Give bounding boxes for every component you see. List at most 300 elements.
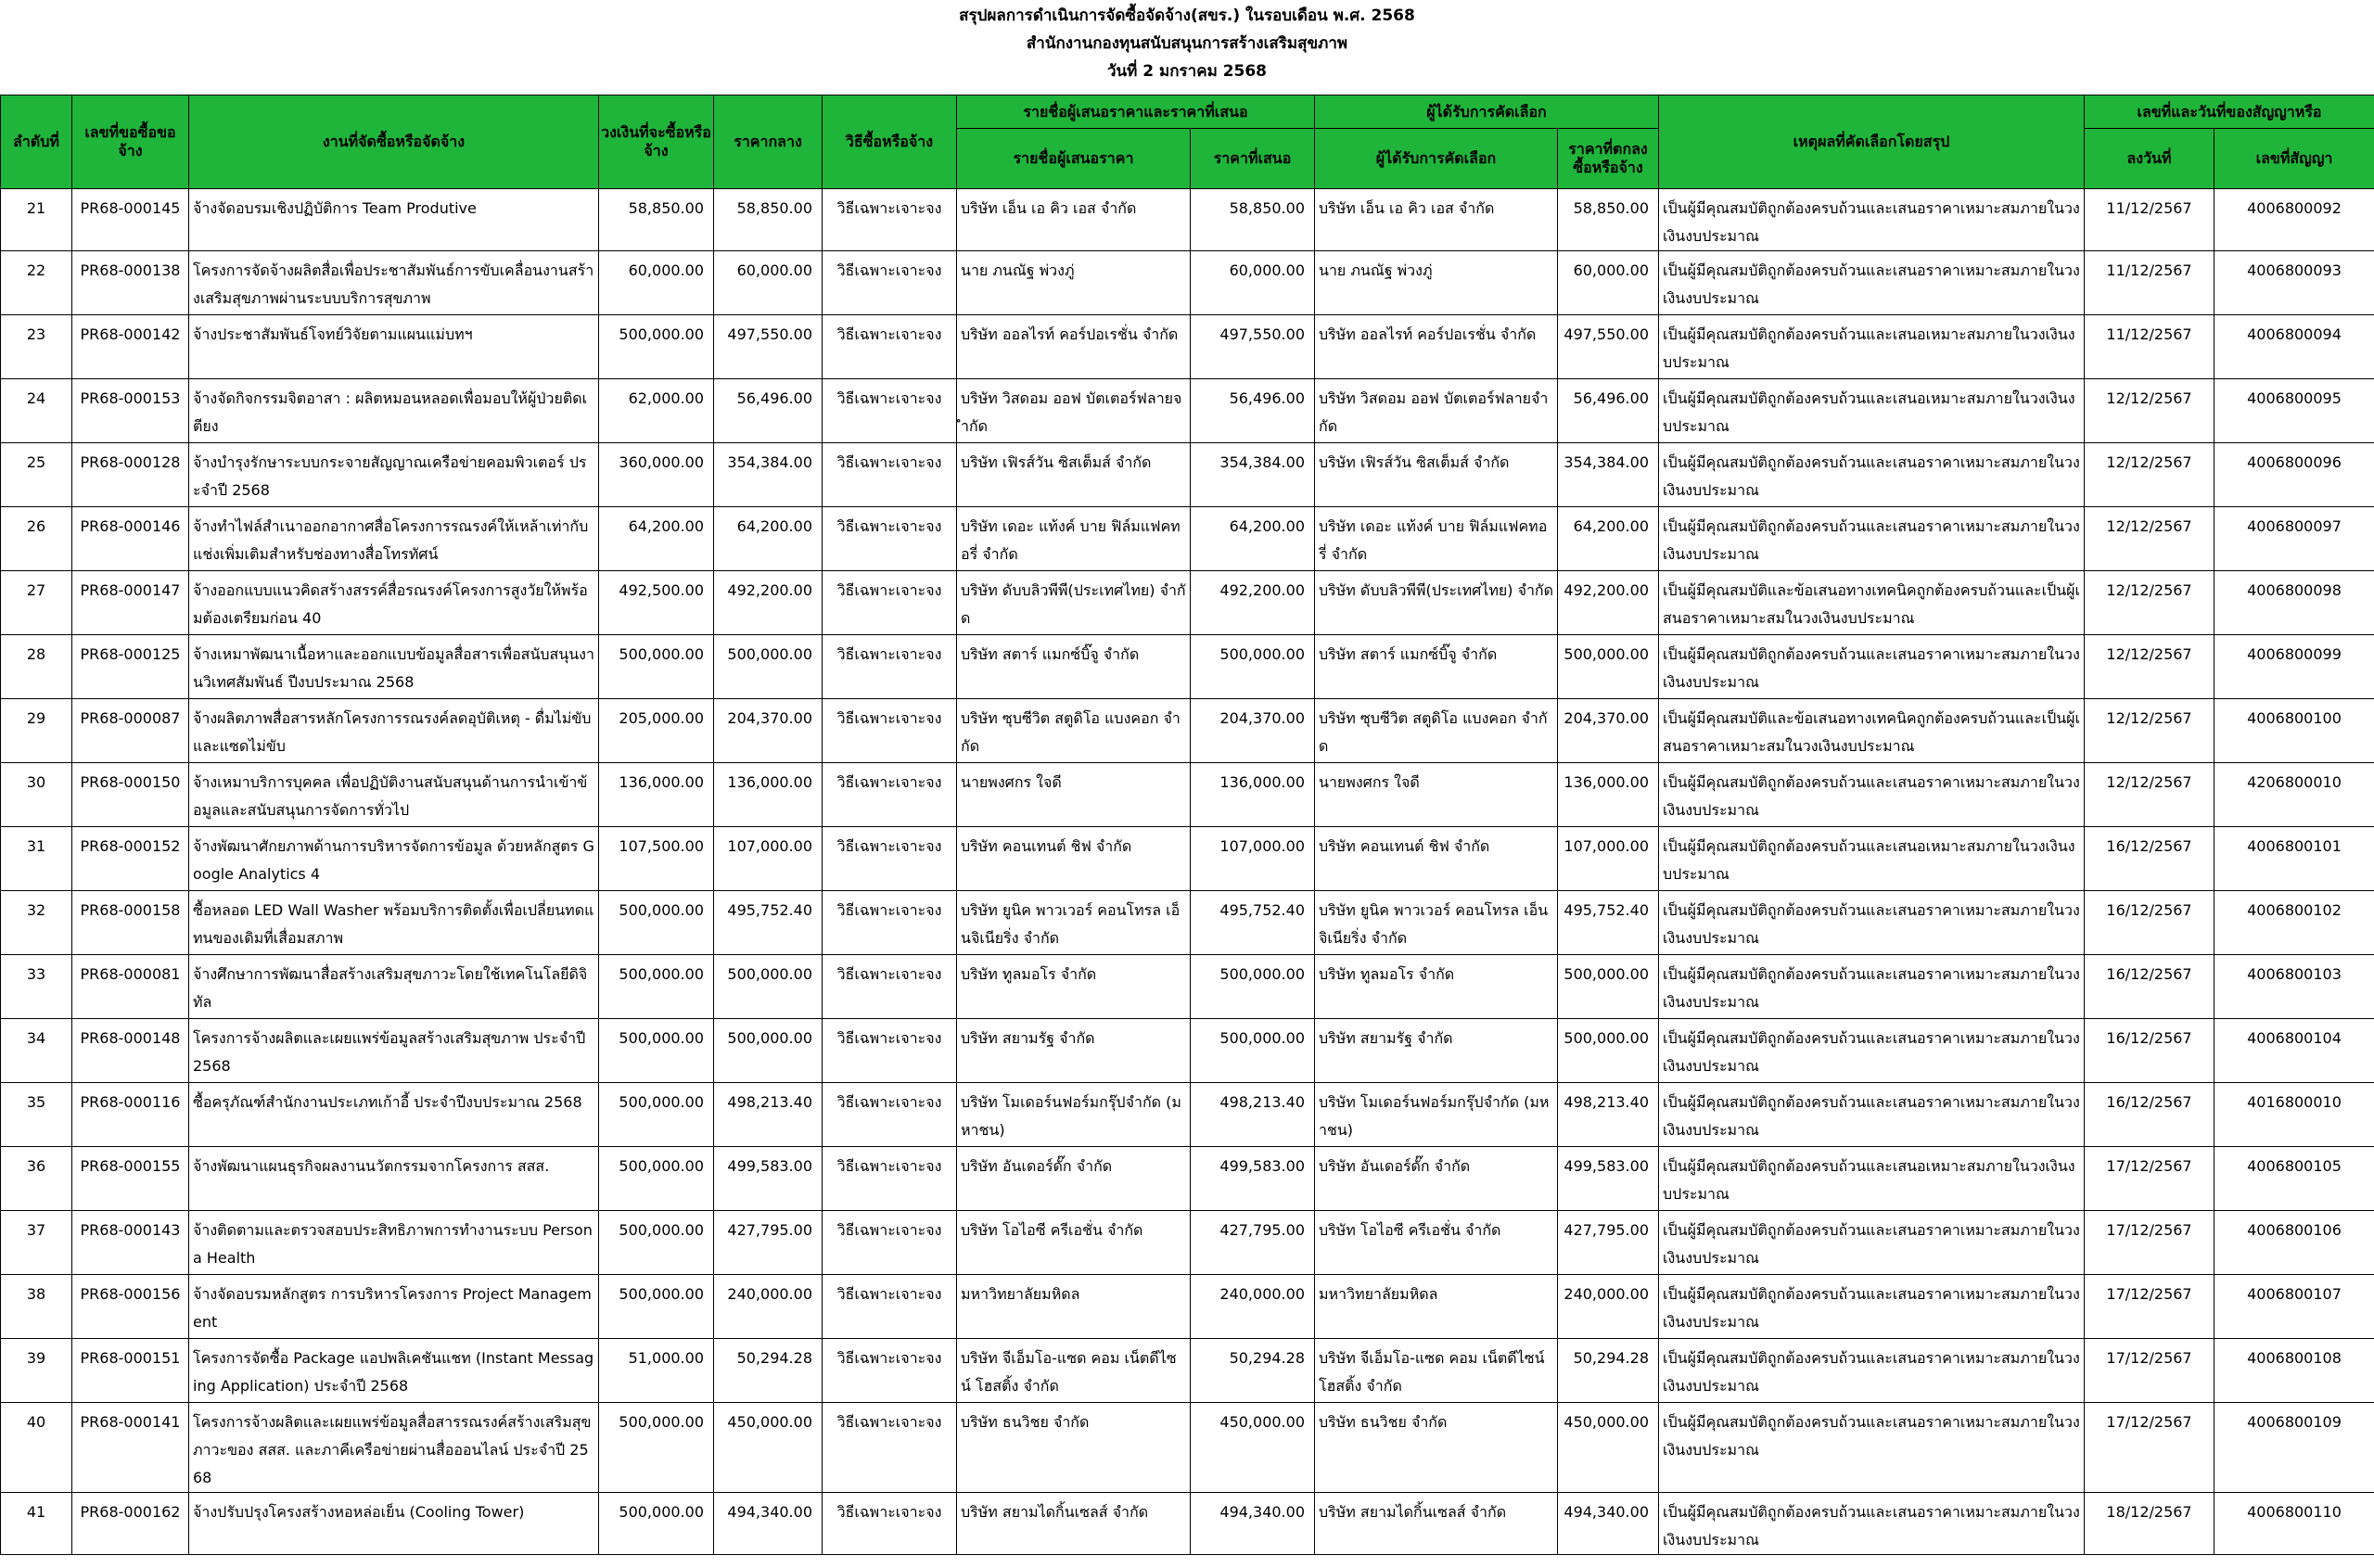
- cell-selected-name: บริษัท ยูนิค พาวเวอร์ คอนโทรล เอ็นจิเนียริ่ง จำกัด: [1315, 891, 1558, 955]
- cell-median-price: 498,213.40: [714, 1083, 823, 1147]
- table-row: [1, 379, 2374, 443]
- procurement-table: [0, 95, 2374, 1555]
- cell-reason: เป็นผู้มีคุณสมบัติถูกต้องครบถ้วนและเสนอราคาเหมาะสมภายในวงเงินงบประมาณ: [1659, 1403, 2085, 1493]
- cell-method: วิธีเฉพาะเจาะจง: [823, 571, 957, 635]
- cell-agreed-price: 60,000.00: [1558, 251, 1659, 315]
- cell-budget: 136,000.00: [599, 763, 714, 827]
- cell-budget: 500,000.00: [599, 1403, 714, 1493]
- cell-work: โครงการจัดซื้อ Package แอปพลิเคชันแชท (Instant Messaging Application) ประจำปี 2568: [189, 1339, 599, 1403]
- cell-budget: 64,200.00: [599, 507, 714, 571]
- cell-selected-name: บริษัท วิสดอม ออฟ บัตเตอร์ฟลายจำกัด: [1315, 379, 1558, 443]
- cell-work: จ้างจัดอบรมเชิงปฏิบัติการ Team Produtive: [189, 189, 599, 251]
- cell-method: วิธีเฉพาะเจาะจง: [823, 635, 957, 699]
- cell-method: วิธีเฉพาะเจาะจง: [823, 507, 957, 571]
- cell-selected-name: บริษัท เดอะ แท้งค์ บาย ฟิล์มแฟคทอรี่ จำกัด: [1315, 507, 1558, 571]
- cell-contract-date: 17/12/2567: [2085, 1339, 2214, 1403]
- cell-bidder-name: บริษัท คอนเทนต์ ชิฟ จำกัด: [957, 827, 1191, 891]
- table-row: [1, 507, 2374, 571]
- cell-no: 38: [1, 1275, 72, 1339]
- cell-median-price: 500,000.00: [714, 955, 823, 1019]
- cell-bidder-name: บริษัท สยามรัฐ จำกัด: [957, 1019, 1191, 1083]
- cell-median-price: 58,850.00: [714, 189, 823, 251]
- cell-budget: 60,000.00: [599, 251, 714, 315]
- cell-method: วิธีเฉพาะเจาะจง: [823, 827, 957, 891]
- cell-contract-date: 16/12/2567: [2085, 955, 2214, 1019]
- cell-reason: เป็นผู้มีคุณสมบัติและข้อเสนอทางเทคนิคถูกต้องครบถ้วนและเป็นผู้เสนอราคาเหมาะสมในวงเงินงบประมาณ: [1659, 699, 2085, 763]
- cell-no: 23: [1, 315, 72, 379]
- cell-no: 28: [1, 635, 72, 699]
- cell-bid-price: 60,000.00: [1191, 251, 1315, 315]
- cell-work: จ้างปรับปรุงโครงสร้างหอหล่อเย็น (Cooling Tower): [189, 1493, 599, 1555]
- header-selected-name: ผู้ได้รับการคัดเลือก: [1315, 129, 1558, 189]
- cell-selected-name: บริษัท จีเอ็มโอ-แซด คอม เน็ตดีไซน์ โฮสติ้ง จำกัด: [1315, 1339, 1558, 1403]
- cell-agreed-price: 354,384.00: [1558, 443, 1659, 507]
- cell-median-price: 500,000.00: [714, 1019, 823, 1083]
- cell-agreed-price: 450,000.00: [1558, 1403, 1659, 1493]
- cell-pr-number: PR68-000145: [72, 189, 189, 251]
- cell-method: วิธีเฉพาะเจาะจง: [823, 315, 957, 379]
- cell-method: วิธีเฉพาะเจาะจง: [823, 1083, 957, 1147]
- cell-budget: 51,000.00: [599, 1339, 714, 1403]
- cell-selected-name: บริษัท โมเดอร์นฟอร์มกรุ๊ปจำกัด (มหาชน): [1315, 1083, 1558, 1147]
- cell-selected-name: นาย ภนณัฐ พ่วงภู่: [1315, 251, 1558, 315]
- cell-reason: เป็นผู้มีคุณสมบัติถูกต้องครบถ้วนและเสนอราคาเหมาะสมภายในวงเงินงบประมาณ: [1659, 507, 2085, 571]
- cell-contract-no: 4006800108: [2214, 1339, 2374, 1403]
- cell-bid-price: 204,370.00: [1191, 699, 1315, 763]
- cell-selected-name: บริษัท ธนวิชย จำกัด: [1315, 1403, 1558, 1493]
- cell-pr-number: PR68-000148: [72, 1019, 189, 1083]
- cell-contract-date: 12/12/2567: [2085, 635, 2214, 699]
- cell-no: 25: [1, 443, 72, 507]
- header-median-price: ราคากลาง: [714, 96, 823, 189]
- cell-bid-price: 497,550.00: [1191, 315, 1315, 379]
- table-header: [1, 96, 2374, 189]
- cell-bid-price: 50,294.28: [1191, 1339, 1315, 1403]
- organization-name: สำนักงานกองทุนสนับสนุนการสร้างเสริมสุขภาพ: [0, 30, 2374, 57]
- cell-agreed-price: 498,213.40: [1558, 1083, 1659, 1147]
- cell-work: จ้างทำไฟล์สำเนาออกอากาศสื่อโครงการรณรงค์ให้เหล้าเท่ากับแช่งเพิ่มเติมสำหรับช่องทางสื่อโทรทัศน์: [189, 507, 599, 571]
- cell-median-price: 107,000.00: [714, 827, 823, 891]
- cell-agreed-price: 58,850.00: [1558, 189, 1659, 251]
- cell-contract-no: 4006800093: [2214, 251, 2374, 315]
- cell-work: โครงการจัดจ้างผลิตสื่อเพื่อประชาสัมพันธ์การขับเคลื่อนงานสร้างเสริมสุขภาพผ่านระบบบริการสุขภาพ: [189, 251, 599, 315]
- cell-work: จ้างพัฒนาศักยภาพด้านการบริหารจัดการข้อมูล ด้วยหลักสูตร Google Analytics 4: [189, 827, 599, 891]
- cell-agreed-price: 56,496.00: [1558, 379, 1659, 443]
- cell-contract-date: 12/12/2567: [2085, 571, 2214, 635]
- cell-work: ซื้อหลอด LED Wall Washer พร้อมบริการติดตั้งเพื่อเปลี่ยนทดแทนของเดิมที่เสื่อมสภาพ: [189, 891, 599, 955]
- cell-selected-name: บริษัท ออลไรท์ คอร์ปอเรชั่น จำกัด: [1315, 315, 1558, 379]
- report-title: สรุปผลการดำเนินการจัดซื้อจัดจ้าง(สขร.) ในรอบเดือน พ.ศ. 2568: [0, 2, 2374, 30]
- cell-bid-price: 492,200.00: [1191, 571, 1315, 635]
- cell-reason: เป็นผู้มีคุณสมบัติถูกต้องครบถ้วนและเสนอราคาเหมาะสมภายในวงเงินงบประมาณ: [1659, 891, 2085, 955]
- cell-budget: 500,000.00: [599, 1275, 714, 1339]
- cell-no: 24: [1, 379, 72, 443]
- table-row: [1, 1275, 2374, 1339]
- table-row: [1, 1493, 2374, 1555]
- cell-method: วิธีเฉพาะเจาะจง: [823, 1147, 957, 1211]
- cell-no: 30: [1, 763, 72, 827]
- cell-agreed-price: 240,000.00: [1558, 1275, 1659, 1339]
- cell-bid-price: 498,213.40: [1191, 1083, 1315, 1147]
- cell-agreed-price: 204,370.00: [1558, 699, 1659, 763]
- cell-reason: เป็นผู้มีคุณสมบัติถูกต้องครบถ้วนและเสนอเหมาะสมภายในวงเงินงบประมาณ: [1659, 379, 2085, 443]
- cell-method: วิธีเฉพาะเจาะจง: [823, 763, 957, 827]
- cell-method: วิธีเฉพาะเจาะจง: [823, 891, 957, 955]
- cell-agreed-price: 427,795.00: [1558, 1211, 1659, 1275]
- table-row: [1, 1147, 2374, 1211]
- cell-method: วิธีเฉพาะเจาะจง: [823, 1339, 957, 1403]
- cell-median-price: 240,000.00: [714, 1275, 823, 1339]
- cell-pr-number: PR68-000153: [72, 379, 189, 443]
- cell-median-price: 354,384.00: [714, 443, 823, 507]
- cell-reason: เป็นผู้มีคุณสมบัติถูกต้องครบถ้วนและเสนอราคาเหมาะสมภายในวงเงินงบประมาณ: [1659, 1083, 2085, 1147]
- cell-method: วิธีเฉพาะเจาะจง: [823, 251, 957, 315]
- cell-method: วิธีเฉพาะเจาะจง: [823, 1211, 957, 1275]
- cell-agreed-price: 492,200.00: [1558, 571, 1659, 635]
- cell-contract-no: 4006800095: [2214, 379, 2374, 443]
- cell-contract-date: 16/12/2567: [2085, 1083, 2214, 1147]
- cell-reason: เป็นผู้มีคุณสมบัติถูกต้องครบถ้วนและเสนอราคาเหมาะสมภายในวงเงินงบประมาณ: [1659, 443, 2085, 507]
- cell-bidder-name: บริษัท ออลไรท์ คอร์ปอเรชั่น จำกัด: [957, 315, 1191, 379]
- cell-method: วิธีเฉพาะเจาะจง: [823, 1403, 957, 1493]
- cell-contract-date: 16/12/2567: [2085, 891, 2214, 955]
- cell-budget: 500,000.00: [599, 1211, 714, 1275]
- cell-method: วิธีเฉพาะเจาะจง: [823, 1493, 957, 1555]
- cell-agreed-price: 497,550.00: [1558, 315, 1659, 379]
- cell-work: จ้างเหมาพัฒนาเนื้อหาและออกแบบข้อมูลสื่อสารเพื่อสนับสนุนงานวิเทศสัมพันธ์ ปีงบประมาณ 2568: [189, 635, 599, 699]
- cell-agreed-price: 500,000.00: [1558, 635, 1659, 699]
- cell-bidder-name: บริษัท เดอะ แท้งค์ บาย ฟิล์มแฟคทอรี่ จำกัด: [957, 507, 1191, 571]
- cell-no: 36: [1, 1147, 72, 1211]
- cell-selected-name: บริษัท สยามรัฐ จำกัด: [1315, 1019, 1558, 1083]
- cell-budget: 205,000.00: [599, 699, 714, 763]
- cell-budget: 500,000.00: [599, 1147, 714, 1211]
- cell-bidder-name: บริษัท ซุบซีวิต สตูดิโอ แบงคอก จำกัด: [957, 699, 1191, 763]
- cell-bid-price: 450,000.00: [1191, 1403, 1315, 1493]
- header-reason: เหตุผลที่คัดเลือกโดยสรุป: [1659, 96, 2085, 189]
- header-pr: เลขที่ขอซื้อขอจ้าง: [72, 96, 189, 189]
- cell-pr-number: PR68-000155: [72, 1147, 189, 1211]
- cell-contract-date: 12/12/2567: [2085, 379, 2214, 443]
- cell-contract-no: 4006800105: [2214, 1147, 2374, 1211]
- cell-bidder-name: บริษัท โมเดอร์นฟอร์มกรุ๊ปจำกัด (มหาชน): [957, 1083, 1191, 1147]
- cell-no: 33: [1, 955, 72, 1019]
- cell-selected-name: บริษัท สยามไดกิ้นเซลส์ จำกัด: [1315, 1493, 1558, 1555]
- cell-contract-no: 4016800010: [2214, 1083, 2374, 1147]
- cell-method: วิธีเฉพาะเจาะจง: [823, 1275, 957, 1339]
- cell-method: วิธีเฉพาะเจาะจง: [823, 379, 957, 443]
- cell-no: 22: [1, 251, 72, 315]
- cell-agreed-price: 136,000.00: [1558, 763, 1659, 827]
- cell-agreed-price: 500,000.00: [1558, 1019, 1659, 1083]
- cell-median-price: 499,583.00: [714, 1147, 823, 1211]
- cell-bidder-name: บริษัท วิสดอม ออฟ บัตเตอร์ฟลายจำกัด: [957, 379, 1191, 443]
- cell-reason: เป็นผู้มีคุณสมบัติถูกต้องครบถ้วนและเสนอราคาเหมาะสมภายในวงเงินงบประมาณ: [1659, 1275, 2085, 1339]
- cell-budget: 62,000.00: [599, 379, 714, 443]
- cell-no: 37: [1, 1211, 72, 1275]
- cell-bid-price: 136,000.00: [1191, 763, 1315, 827]
- cell-reason: เป็นผู้มีคุณสมบัติถูกต้องครบถ้วนและเสนอเหมาะสมภายในวงเงินงบประมาณ: [1659, 1147, 2085, 1211]
- cell-bidder-name: บริษัท จีเอ็มโอ-แซด คอม เน็ตดีไซน์ โฮสติ้ง จำกัด: [957, 1339, 1191, 1403]
- header-method: วิธีซื้อหรือจ้าง: [823, 96, 957, 189]
- header-bidder-name: รายชื่อผู้เสนอราคา: [957, 129, 1191, 189]
- cell-contract-no: 4006800102: [2214, 891, 2374, 955]
- cell-contract-date: 12/12/2567: [2085, 507, 2214, 571]
- cell-work: จ้างผลิตภาพสื่อสารหลักโครงการรณรงค์ลดอุบัติเหตุ - ดื่มไม่ขับและแซดไม่ขับ: [189, 699, 599, 763]
- header-bidders-group: รายชื่อผู้เสนอราคาและราคาที่เสนอ: [957, 96, 1315, 129]
- cell-pr-number: PR68-000158: [72, 891, 189, 955]
- cell-no: 34: [1, 1019, 72, 1083]
- cell-bid-price: 58,850.00: [1191, 189, 1315, 251]
- cell-bidder-name: บริษัท สยามไดกิ้นเซลส์ จำกัด: [957, 1493, 1191, 1555]
- cell-median-price: 56,496.00: [714, 379, 823, 443]
- cell-pr-number: PR68-000151: [72, 1339, 189, 1403]
- cell-contract-no: 4006800107: [2214, 1275, 2374, 1339]
- cell-reason: เป็นผู้มีคุณสมบัติถูกต้องครบถ้วนและเสนอราคาเหมาะสมภายในวงเงินงบประมาณ: [1659, 1493, 2085, 1555]
- cell-no: 21: [1, 189, 72, 251]
- header-contract-group: เลขที่และวันที่ของสัญญาหรือ: [2085, 96, 2374, 129]
- cell-bid-price: 56,496.00: [1191, 379, 1315, 443]
- cell-pr-number: PR68-000147: [72, 571, 189, 635]
- cell-contract-date: 11/12/2567: [2085, 189, 2214, 251]
- cell-contract-date: 17/12/2567: [2085, 1403, 2214, 1493]
- cell-pr-number: PR68-000081: [72, 955, 189, 1019]
- table-row: [1, 891, 2374, 955]
- cell-contract-date: 17/12/2567: [2085, 1147, 2214, 1211]
- cell-contract-no: 4006800104: [2214, 1019, 2374, 1083]
- header-no: ลำดับที่: [1, 96, 72, 189]
- cell-reason: เป็นผู้มีคุณสมบัติถูกต้องครบถ้วนและเสนอราคาเหมาะสมภายในวงเงินงบประมาณ: [1659, 1211, 2085, 1275]
- cell-median-price: 50,294.28: [714, 1339, 823, 1403]
- cell-bidder-name: บริษัท อันเดอร์ดั๊ก จำกัด: [957, 1147, 1191, 1211]
- cell-median-price: 497,550.00: [714, 315, 823, 379]
- cell-pr-number: PR68-000142: [72, 315, 189, 379]
- cell-bidder-name: นาย ภนณัฐ พ่วงภู่: [957, 251, 1191, 315]
- cell-reason: เป็นผู้มีคุณสมบัติถูกต้องครบถ้วนและเสนอราคาเหมาะสมภายในวงเงินงบประมาณ: [1659, 635, 2085, 699]
- cell-bidder-name: บริษัท โอไอซี ครีเอชั่น จำกัด: [957, 1211, 1191, 1275]
- cell-budget: 500,000.00: [599, 1493, 714, 1555]
- cell-median-price: 494,340.00: [714, 1493, 823, 1555]
- cell-contract-no: 4206800010: [2214, 763, 2374, 827]
- cell-budget: 107,500.00: [599, 827, 714, 891]
- cell-no: 32: [1, 891, 72, 955]
- cell-work: โครงการจ้างผลิตและเผยแพร่ข้อมูลสื่อสารรณรงค์สร้างเสริมสุขภาวะของ สสส. และภาคีเครือข่ายผ่านสื่อออนไลน์ ประจำปี 2568: [189, 1403, 599, 1493]
- table-row: [1, 443, 2374, 507]
- cell-no: 40: [1, 1403, 72, 1493]
- cell-budget: 500,000.00: [599, 1083, 714, 1147]
- header-work: งานที่จัดซื้อหรือจัดจ้าง: [189, 96, 599, 189]
- cell-no: 41: [1, 1493, 72, 1555]
- header-contract-no: เลขที่สัญญา: [2214, 129, 2374, 189]
- table-row: [1, 1403, 2374, 1493]
- cell-bid-price: 427,795.00: [1191, 1211, 1315, 1275]
- cell-budget: 492,500.00: [599, 571, 714, 635]
- cell-bidder-name: บริษัท ยูนิค พาวเวอร์ คอนโทรล เอ็นจิเนียริ่ง จำกัด: [957, 891, 1191, 955]
- cell-reason: เป็นผู้มีคุณสมบัติถูกต้องครบถ้วนและเสนอราคาเหมาะสมภายในวงเงินงบประมาณ: [1659, 955, 2085, 1019]
- cell-selected-name: บริษัท ดับบลิวพีพี(ประเทศไทย) จำกัด: [1315, 571, 1558, 635]
- cell-contract-no: 4006800096: [2214, 443, 2374, 507]
- cell-bidder-name: บริษัท ทูลมอโร จำกัด: [957, 955, 1191, 1019]
- cell-median-price: 450,000.00: [714, 1403, 823, 1493]
- cell-agreed-price: 107,000.00: [1558, 827, 1659, 891]
- cell-pr-number: PR68-000150: [72, 763, 189, 827]
- cell-contract-date: 12/12/2567: [2085, 763, 2214, 827]
- cell-no: 39: [1, 1339, 72, 1403]
- cell-agreed-price: 500,000.00: [1558, 955, 1659, 1019]
- cell-pr-number: PR68-000143: [72, 1211, 189, 1275]
- cell-median-price: 136,000.00: [714, 763, 823, 827]
- cell-bid-price: 354,384.00: [1191, 443, 1315, 507]
- cell-median-price: 204,370.00: [714, 699, 823, 763]
- cell-budget: 500,000.00: [599, 955, 714, 1019]
- cell-median-price: 427,795.00: [714, 1211, 823, 1275]
- cell-contract-date: 12/12/2567: [2085, 443, 2214, 507]
- cell-reason: เป็นผู้มีคุณสมบัติถูกต้องครบถ้วนและเสนอราคาเหมาะสมภายในวงเงินงบประมาณ: [1659, 189, 2085, 251]
- cell-selected-name: บริษัท อันเดอร์ดั๊ก จำกัด: [1315, 1147, 1558, 1211]
- cell-median-price: 492,200.00: [714, 571, 823, 635]
- cell-selected-name: บริษัท เฟิรส์วัน ซิสเต็มส์ จำกัด: [1315, 443, 1558, 507]
- cell-contract-no: 4006800094: [2214, 315, 2374, 379]
- cell-bidder-name: บริษัท ธนวิชย จำกัด: [957, 1403, 1191, 1493]
- cell-contract-date: 17/12/2567: [2085, 1275, 2214, 1339]
- table-row: [1, 1339, 2374, 1403]
- table-row: [1, 763, 2374, 827]
- cell-contract-no: 4006800101: [2214, 827, 2374, 891]
- table-row: [1, 1083, 2374, 1147]
- cell-reason: เป็นผู้มีคุณสมบัติถูกต้องครบถ้วนและเสนอราคาเหมาะสมภายในวงเงินงบประมาณ: [1659, 763, 2085, 827]
- cell-no: 35: [1, 1083, 72, 1147]
- cell-budget: 58,850.00: [599, 189, 714, 251]
- cell-method: วิธีเฉพาะเจาะจง: [823, 1019, 957, 1083]
- cell-pr-number: PR68-000138: [72, 251, 189, 315]
- cell-contract-date: 11/12/2567: [2085, 251, 2214, 315]
- cell-reason: เป็นผู้มีคุณสมบัติถูกต้องครบถ้วนและเสนอราคาเหมาะสมภายในวงเงินงบประมาณ: [1659, 1339, 2085, 1403]
- cell-bidder-name: นายพงศกร ใจดี: [957, 763, 1191, 827]
- cell-work: จ้างจัดอบรมหลักสูตร การบริหารโครงการ Project Management: [189, 1275, 599, 1339]
- cell-selected-name: บริษัท โอไอซี ครีเอชั่น จำกัด: [1315, 1211, 1558, 1275]
- cell-work: จ้างออกแบบแนวคิดสร้างสรรค์สื่อรณรงค์โครงการสูงวัยให้พร้อมต้องเตรียมก่อน 40: [189, 571, 599, 635]
- cell-pr-number: PR68-000087: [72, 699, 189, 763]
- cell-work: โครงการจ้างผลิตและเผยแพร่ข้อมูลสร้างเสริมสุขภาพ ประจำปี 2568: [189, 1019, 599, 1083]
- cell-budget: 500,000.00: [599, 891, 714, 955]
- cell-selected-name: บริษัท สตาร์ แมกซ์บิ๊จู จำกัด: [1315, 635, 1558, 699]
- cell-contract-no: 4006800109: [2214, 1403, 2374, 1493]
- table-row: [1, 571, 2374, 635]
- cell-bid-price: 107,000.00: [1191, 827, 1315, 891]
- cell-pr-number: PR68-000116: [72, 1083, 189, 1147]
- cell-no: 31: [1, 827, 72, 891]
- cell-reason: เป็นผู้มีคุณสมบัติถูกต้องครบถ้วนและเสนอราคาเหมาะสมภายในวงเงินงบประมาณ: [1659, 251, 2085, 315]
- cell-work: จ้างประชาสัมพันธ์โจทย์วิจัยตามแผนแม่บทฯ: [189, 315, 599, 379]
- cell-agreed-price: 499,583.00: [1558, 1147, 1659, 1211]
- table-row: [1, 635, 2374, 699]
- cell-bid-price: 499,583.00: [1191, 1147, 1315, 1211]
- cell-bid-price: 240,000.00: [1191, 1275, 1315, 1339]
- cell-contract-no: 4006800098: [2214, 571, 2374, 635]
- cell-contract-date: 16/12/2567: [2085, 1019, 2214, 1083]
- cell-work: จ้างจัดกิจกรรมจิตอาสา : ผลิตหมอนหลอดเพื่อมอบให้ผู้ป่วยติดเตียง: [189, 379, 599, 443]
- cell-contract-no: 4006800092: [2214, 189, 2374, 251]
- cell-median-price: 500,000.00: [714, 635, 823, 699]
- cell-bid-price: 500,000.00: [1191, 955, 1315, 1019]
- cell-no: 26: [1, 507, 72, 571]
- cell-work: ซื้อครุภัณฑ์สำนักงานประเภทเก้าอี้ ประจำปีงบประมาณ 2568: [189, 1083, 599, 1147]
- cell-pr-number: PR68-000156: [72, 1275, 189, 1339]
- cell-bid-price: 64,200.00: [1191, 507, 1315, 571]
- cell-bid-price: 495,752.40: [1191, 891, 1315, 955]
- cell-selected-name: บริษัท คอนเทนต์ ชิฟ จำกัด: [1315, 827, 1558, 891]
- cell-no: 27: [1, 571, 72, 635]
- table-row: [1, 1211, 2374, 1275]
- table-body: [1, 189, 2374, 1555]
- cell-pr-number: PR68-000141: [72, 1403, 189, 1493]
- cell-contract-no: 4006800106: [2214, 1211, 2374, 1275]
- cell-bidder-name: บริษัท ดับบลิวพีพี(ประเทศไทย) จำกัด: [957, 571, 1191, 635]
- header-budget: วงเงินที่จะซื้อหรือจ้าง: [599, 96, 714, 189]
- cell-reason: เป็นผู้มีคุณสมบัติถูกต้องครบถ้วนและเสนอราคาเหมาะสมภายในวงเงินงบประมาณ: [1659, 1019, 2085, 1083]
- cell-pr-number: PR68-000128: [72, 443, 189, 507]
- cell-pr-number: PR68-000125: [72, 635, 189, 699]
- cell-budget: 360,000.00: [599, 443, 714, 507]
- cell-pr-number: PR68-000146: [72, 507, 189, 571]
- cell-agreed-price: 50,294.28: [1558, 1339, 1659, 1403]
- cell-agreed-price: 64,200.00: [1558, 507, 1659, 571]
- cell-agreed-price: 495,752.40: [1558, 891, 1659, 955]
- cell-contract-date: 16/12/2567: [2085, 827, 2214, 891]
- header-selected-group: ผู้ได้รับการคัดเลือก: [1315, 96, 1659, 129]
- cell-selected-name: มหาวิทยาลัยมหิดล: [1315, 1275, 1558, 1339]
- cell-contract-date: 12/12/2567: [2085, 699, 2214, 763]
- cell-bidder-name: มหาวิทยาลัยมหิดล: [957, 1275, 1191, 1339]
- cell-median-price: 64,200.00: [714, 507, 823, 571]
- cell-work: จ้างติดตามและตรวจสอบประสิทธิภาพการทำงานระบบ Persona Health: [189, 1211, 599, 1275]
- cell-selected-name: บริษัท เอ็น เอ คิว เอส จำกัด: [1315, 189, 1558, 251]
- cell-contract-no: 4006800099: [2214, 635, 2374, 699]
- cell-median-price: 60,000.00: [714, 251, 823, 315]
- cell-reason: เป็นผู้มีคุณสมบัติและข้อเสนอทางเทคนิคถูกต้องครบถ้วนและเป็นผู้เสนอราคาเหมาะสมในวงเงินงบประมาณ: [1659, 571, 2085, 635]
- cell-work: จ้างเหมาบริการบุคคล เพื่อปฏิบัติงานสนับสนุนด้านการนำเข้าข้อมูลและสนับสนุนการจัดการทั่วไป: [189, 763, 599, 827]
- table-row: [1, 315, 2374, 379]
- cell-budget: 500,000.00: [599, 1019, 714, 1083]
- cell-bidder-name: บริษัท เอ็น เอ คิว เอส จำกัด: [957, 189, 1191, 251]
- cell-selected-name: บริษัท ซุบซีวิต สตูดิโอ แบงคอก จำกัด: [1315, 699, 1558, 763]
- cell-method: วิธีเฉพาะเจาะจง: [823, 699, 957, 763]
- cell-budget: 500,000.00: [599, 315, 714, 379]
- cell-median-price: 495,752.40: [714, 891, 823, 955]
- cell-method: วิธีเฉพาะเจาะจง: [823, 189, 957, 251]
- cell-contract-date: 18/12/2567: [2085, 1493, 2214, 1555]
- table-row: [1, 251, 2374, 315]
- cell-contract-no: 4006800097: [2214, 507, 2374, 571]
- cell-contract-date: 11/12/2567: [2085, 315, 2214, 379]
- cell-work: จ้างศึกษาการพัฒนาสื่อสร้างเสริมสุขภาวะโดยใช้เทคโนโลยีดิจิทัล: [189, 955, 599, 1019]
- table-row: [1, 955, 2374, 1019]
- table-row: [1, 699, 2374, 763]
- cell-contract-no: 4006800100: [2214, 699, 2374, 763]
- cell-bid-price: 494,340.00: [1191, 1493, 1315, 1555]
- table-row: [1, 827, 2374, 891]
- cell-pr-number: PR68-000152: [72, 827, 189, 891]
- cell-bidder-name: บริษัท เฟิรส์วัน ซิสเต็มส์ จำกัด: [957, 443, 1191, 507]
- cell-bid-price: 500,000.00: [1191, 1019, 1315, 1083]
- cell-contract-no: 4006800103: [2214, 955, 2374, 1019]
- cell-selected-name: บริษัท ทูลมอโร จำกัด: [1315, 955, 1558, 1019]
- cell-method: วิธีเฉพาะเจาะจง: [823, 443, 957, 507]
- report-title-block: [0, 2, 2374, 96]
- cell-agreed-price: 494,340.00: [1558, 1493, 1659, 1555]
- report-date: วันที่ 2 มกราคม 2568: [0, 57, 2374, 85]
- cell-work: จ้างพัฒนาแผนธุรกิจผลงานนวัตกรรมจากโครงการ สสส.: [189, 1147, 599, 1211]
